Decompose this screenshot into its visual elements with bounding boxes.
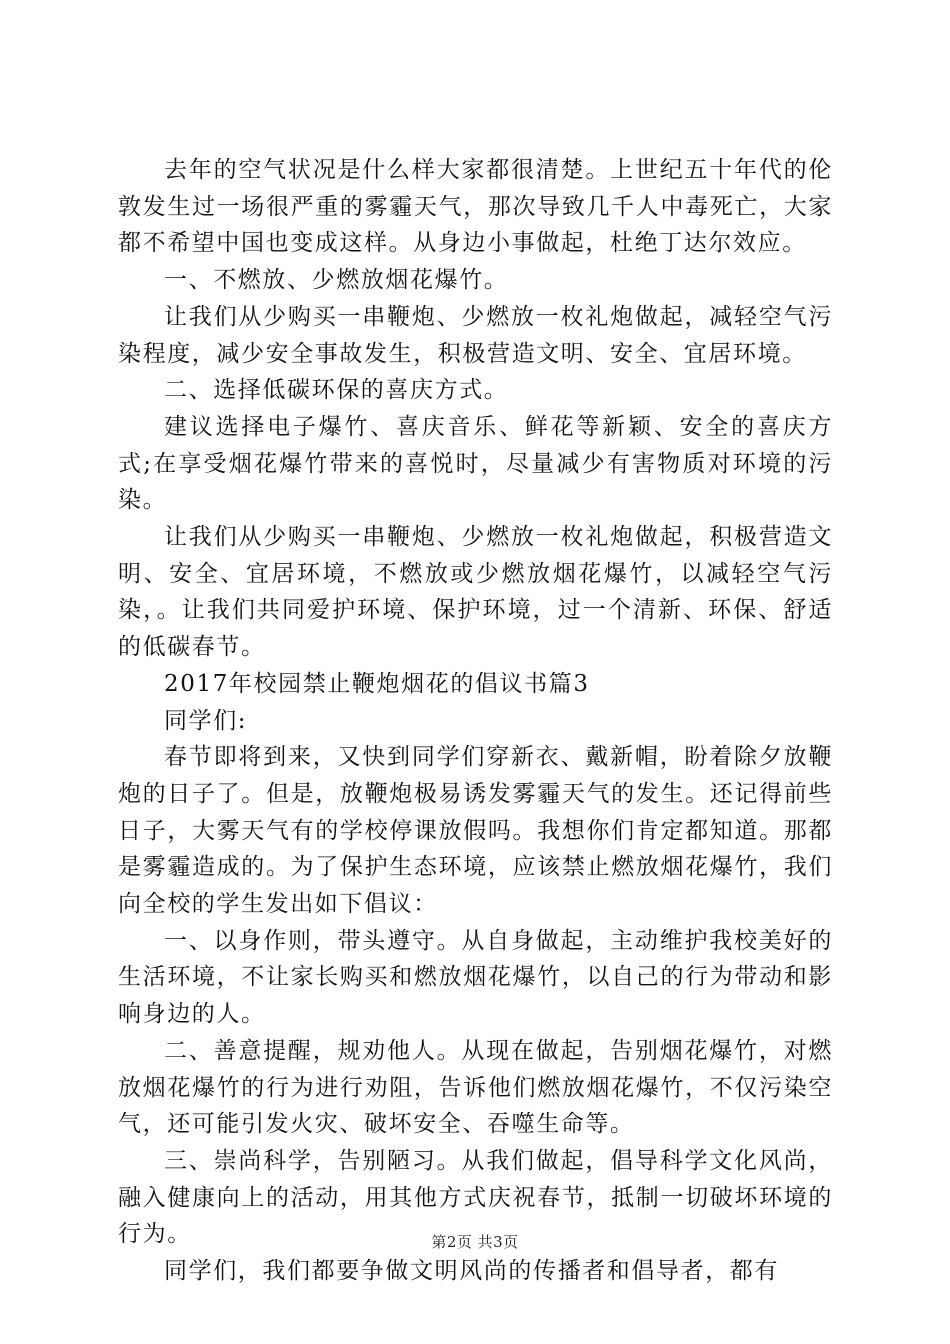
paragraph-5: 春节即将到来，又快到同学们穿新衣、戴新帽，盼着除夕放鞭炮的日子了。但是，放鞭炮极易诱发雾霾天气的发生。还记得前些日子，大雾天气有的学校停课放假吗。我想你们肯定都知道。那都是雾霾造成的。为了保护生态环境，应该禁止燃放烟花爆竹，我们向全校的学生发出如下倡议： (118, 744, 833, 918)
document-body (118, 152, 833, 1290)
proposal-item-3: 三、崇尚科学，告别陋习。从我们做起，倡导科学文化风尚，融入健康向上的活动，用其他方式庆祝春节，抵制一切破坏环境的行为。 (118, 1147, 833, 1248)
proposal-item-2: 二、善意提醒，规劝他人。从现在做起，告别烟花爆竹，对燃放烟花爆竹的行为进行劝阻，告诉他们燃放烟花爆竹，不仅污染空气，还可能引发火灾、破坏安全、吞噬生命等。 (118, 1037, 833, 1138)
section-heading-1: 一、不燃放、少燃放烟花爆竹。 (164, 267, 509, 294)
article-title: 2017年校园禁止鞭炮烟花的倡议书篇3 (164, 670, 590, 697)
section-heading-2: 二、选择低碳环保的喜庆方式。 (164, 377, 509, 404)
paragraph-3: 建议选择电子爆竹、喜庆音乐、鲜花等新颖、安全的喜庆方式;在享受烟花爆竹带来的喜悦时，尽量减少有害物质对环境的污染。 (118, 413, 833, 514)
paragraph-1: 去年的空气状况是什么样大家都很清楚。上世纪五十年代的伦敦发生过一场很严重的雾霾天气，那次导致几千人中毒死亡，大家都不希望中国也变成这样。从身边小事做起，杜绝丁达尔效应。 (118, 157, 833, 257)
paragraph-6: 同学们，我们都要争做文明风尚的传播者和倡导者，都有 (164, 1258, 779, 1285)
salutation: 同学们: (164, 707, 248, 734)
page-number-footer: 第2页 共3页 (431, 1233, 519, 1251)
paragraph-2: 让我们从少购买一串鞭炮、少燃放一枚礼炮做起，减轻空气污染程度，减少安全事故发生，积极营造文明、安全、宜居环境。 (118, 303, 833, 367)
proposal-item-1: 一、以身作则，带头遵守。从自身做起，主动维护我校美好的生活环境，不让家长购买和燃放烟花爆竹，以自己的行为带动和影响身边的人。 (118, 927, 833, 1028)
paragraph-4: 让我们从少购买一串鞭炮、少燃放一枚礼炮做起，积极营造文明、安全、宜居环境，不燃放或少燃放烟花爆竹，以减轻空气污染，。让我们共同爱护环境、保护环境，过一个清新、环保、舒适的低碳春节。 (118, 524, 833, 661)
